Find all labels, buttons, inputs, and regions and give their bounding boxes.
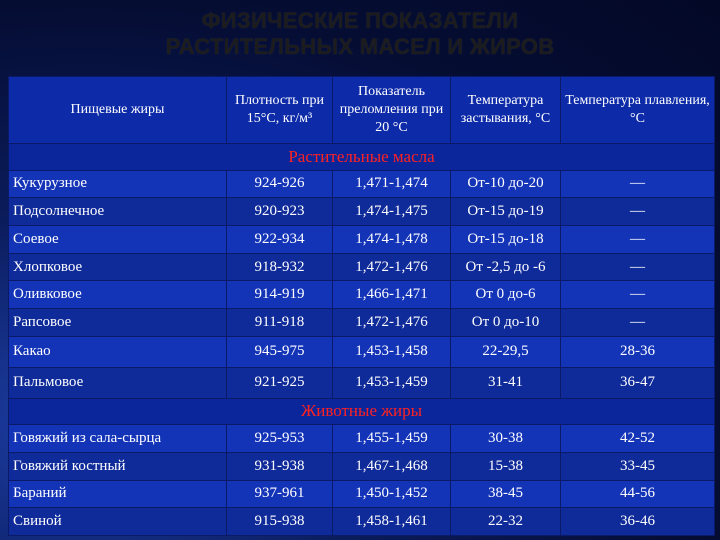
- table-row: [9, 452, 715, 480]
- table-row: [9, 309, 715, 337]
- header-solidify-temp: Температура застывания, °С: [451, 77, 561, 144]
- cell-refraction: 1,467-1,468: [333, 452, 451, 480]
- cell-solidify: От 0 до-6: [451, 281, 561, 309]
- cell-solidify: 22-32: [451, 508, 561, 536]
- cell-melt: 36-46: [561, 508, 715, 536]
- table-header-row: [9, 77, 715, 144]
- cell-solidify: От -2,5 до -6: [451, 253, 561, 281]
- slide-title: [0, 8, 720, 60]
- cell-density: 914-919: [227, 281, 333, 309]
- fats-properties-table: [8, 76, 715, 536]
- title-line-1: ФИЗИЧЕСКИЕ ПОКАЗАТЕЛИ: [201, 8, 519, 33]
- cell-density: 922-934: [227, 226, 333, 254]
- cell-refraction: 1,471-1,474: [333, 170, 451, 198]
- cell-melt: —: [561, 226, 715, 254]
- header-melt-temp: Температура плавления, °С: [561, 77, 715, 144]
- cell-melt: —: [561, 281, 715, 309]
- cell-name: Подсолнечное: [9, 198, 227, 226]
- cell-refraction: 1,458-1,461: [333, 508, 451, 536]
- cell-density: 915-938: [227, 508, 333, 536]
- cell-name: Хлопковое: [9, 253, 227, 281]
- cell-solidify: 31-41: [451, 367, 561, 398]
- cell-solidify: От-15 до-18: [451, 226, 561, 254]
- header-density: Плотность при 15°С, кг/м³: [227, 77, 333, 144]
- cell-melt: 28-36: [561, 336, 715, 367]
- cell-density: 918-932: [227, 253, 333, 281]
- section-row-vegetable: [9, 144, 715, 171]
- section-label-vegetable: Растительные масла: [9, 144, 715, 171]
- cell-name: Соевое: [9, 226, 227, 254]
- cell-name: Оливковое: [9, 281, 227, 309]
- table-row: [9, 336, 715, 367]
- cell-melt: —: [561, 309, 715, 337]
- cell-density: 921-925: [227, 367, 333, 398]
- cell-name: Свиной: [9, 508, 227, 536]
- cell-solidify: От-10 до-20: [451, 170, 561, 198]
- cell-refraction: 1,453-1,459: [333, 367, 451, 398]
- title-line-2: РАСТИТЕЛЬНЫХ МАСЕЛ И ЖИРОВ: [165, 34, 555, 59]
- cell-melt: 36-47: [561, 367, 715, 398]
- cell-density: 924-926: [227, 170, 333, 198]
- cell-name: Бараний: [9, 480, 227, 508]
- header-refraction: Показатель преломления при 20 °С: [333, 77, 451, 144]
- cell-refraction: 1,472-1,476: [333, 309, 451, 337]
- cell-refraction: 1,474-1,478: [333, 226, 451, 254]
- cell-density: 931-938: [227, 452, 333, 480]
- cell-solidify: 30-38: [451, 425, 561, 453]
- cell-refraction: 1,472-1,476: [333, 253, 451, 281]
- table-row: [9, 425, 715, 453]
- cell-refraction: 1,466-1,471: [333, 281, 451, 309]
- table-row: [9, 480, 715, 508]
- cell-melt: 42-52: [561, 425, 715, 453]
- cell-melt: —: [561, 253, 715, 281]
- cell-melt: —: [561, 198, 715, 226]
- cell-name: Кукурузное: [9, 170, 227, 198]
- table-row: [9, 367, 715, 398]
- cell-density: 925-953: [227, 425, 333, 453]
- section-row-animal: [9, 398, 715, 425]
- table-row: [9, 226, 715, 254]
- cell-density: 937-961: [227, 480, 333, 508]
- cell-solidify: 15-38: [451, 452, 561, 480]
- table-row: [9, 281, 715, 309]
- cell-density: 920-923: [227, 198, 333, 226]
- cell-melt: 44-56: [561, 480, 715, 508]
- cell-name: Рапсовое: [9, 309, 227, 337]
- cell-solidify: От-15 до-19: [451, 198, 561, 226]
- cell-solidify: 22-29,5: [451, 336, 561, 367]
- table-row: [9, 198, 715, 226]
- cell-refraction: 1,455-1,459: [333, 425, 451, 453]
- cell-name: Говяжий костный: [9, 452, 227, 480]
- cell-solidify: От 0 до-10: [451, 309, 561, 337]
- cell-refraction: 1,474-1,475: [333, 198, 451, 226]
- cell-name: Какао: [9, 336, 227, 367]
- cell-refraction: 1,453-1,458: [333, 336, 451, 367]
- table-row: [9, 508, 715, 536]
- table-row: [9, 253, 715, 281]
- cell-name: Говяжий из сала-сырца: [9, 425, 227, 453]
- cell-melt: —: [561, 170, 715, 198]
- table-row: [9, 170, 715, 198]
- cell-density: 945-975: [227, 336, 333, 367]
- header-food-fats: Пищевые жиры: [9, 77, 227, 144]
- cell-melt: 33-45: [561, 452, 715, 480]
- cell-density: 911-918: [227, 309, 333, 337]
- cell-name: Пальмовое: [9, 367, 227, 398]
- cell-solidify: 38-45: [451, 480, 561, 508]
- cell-refraction: 1,450-1,452: [333, 480, 451, 508]
- section-label-animal: Животные жиры: [9, 398, 715, 425]
